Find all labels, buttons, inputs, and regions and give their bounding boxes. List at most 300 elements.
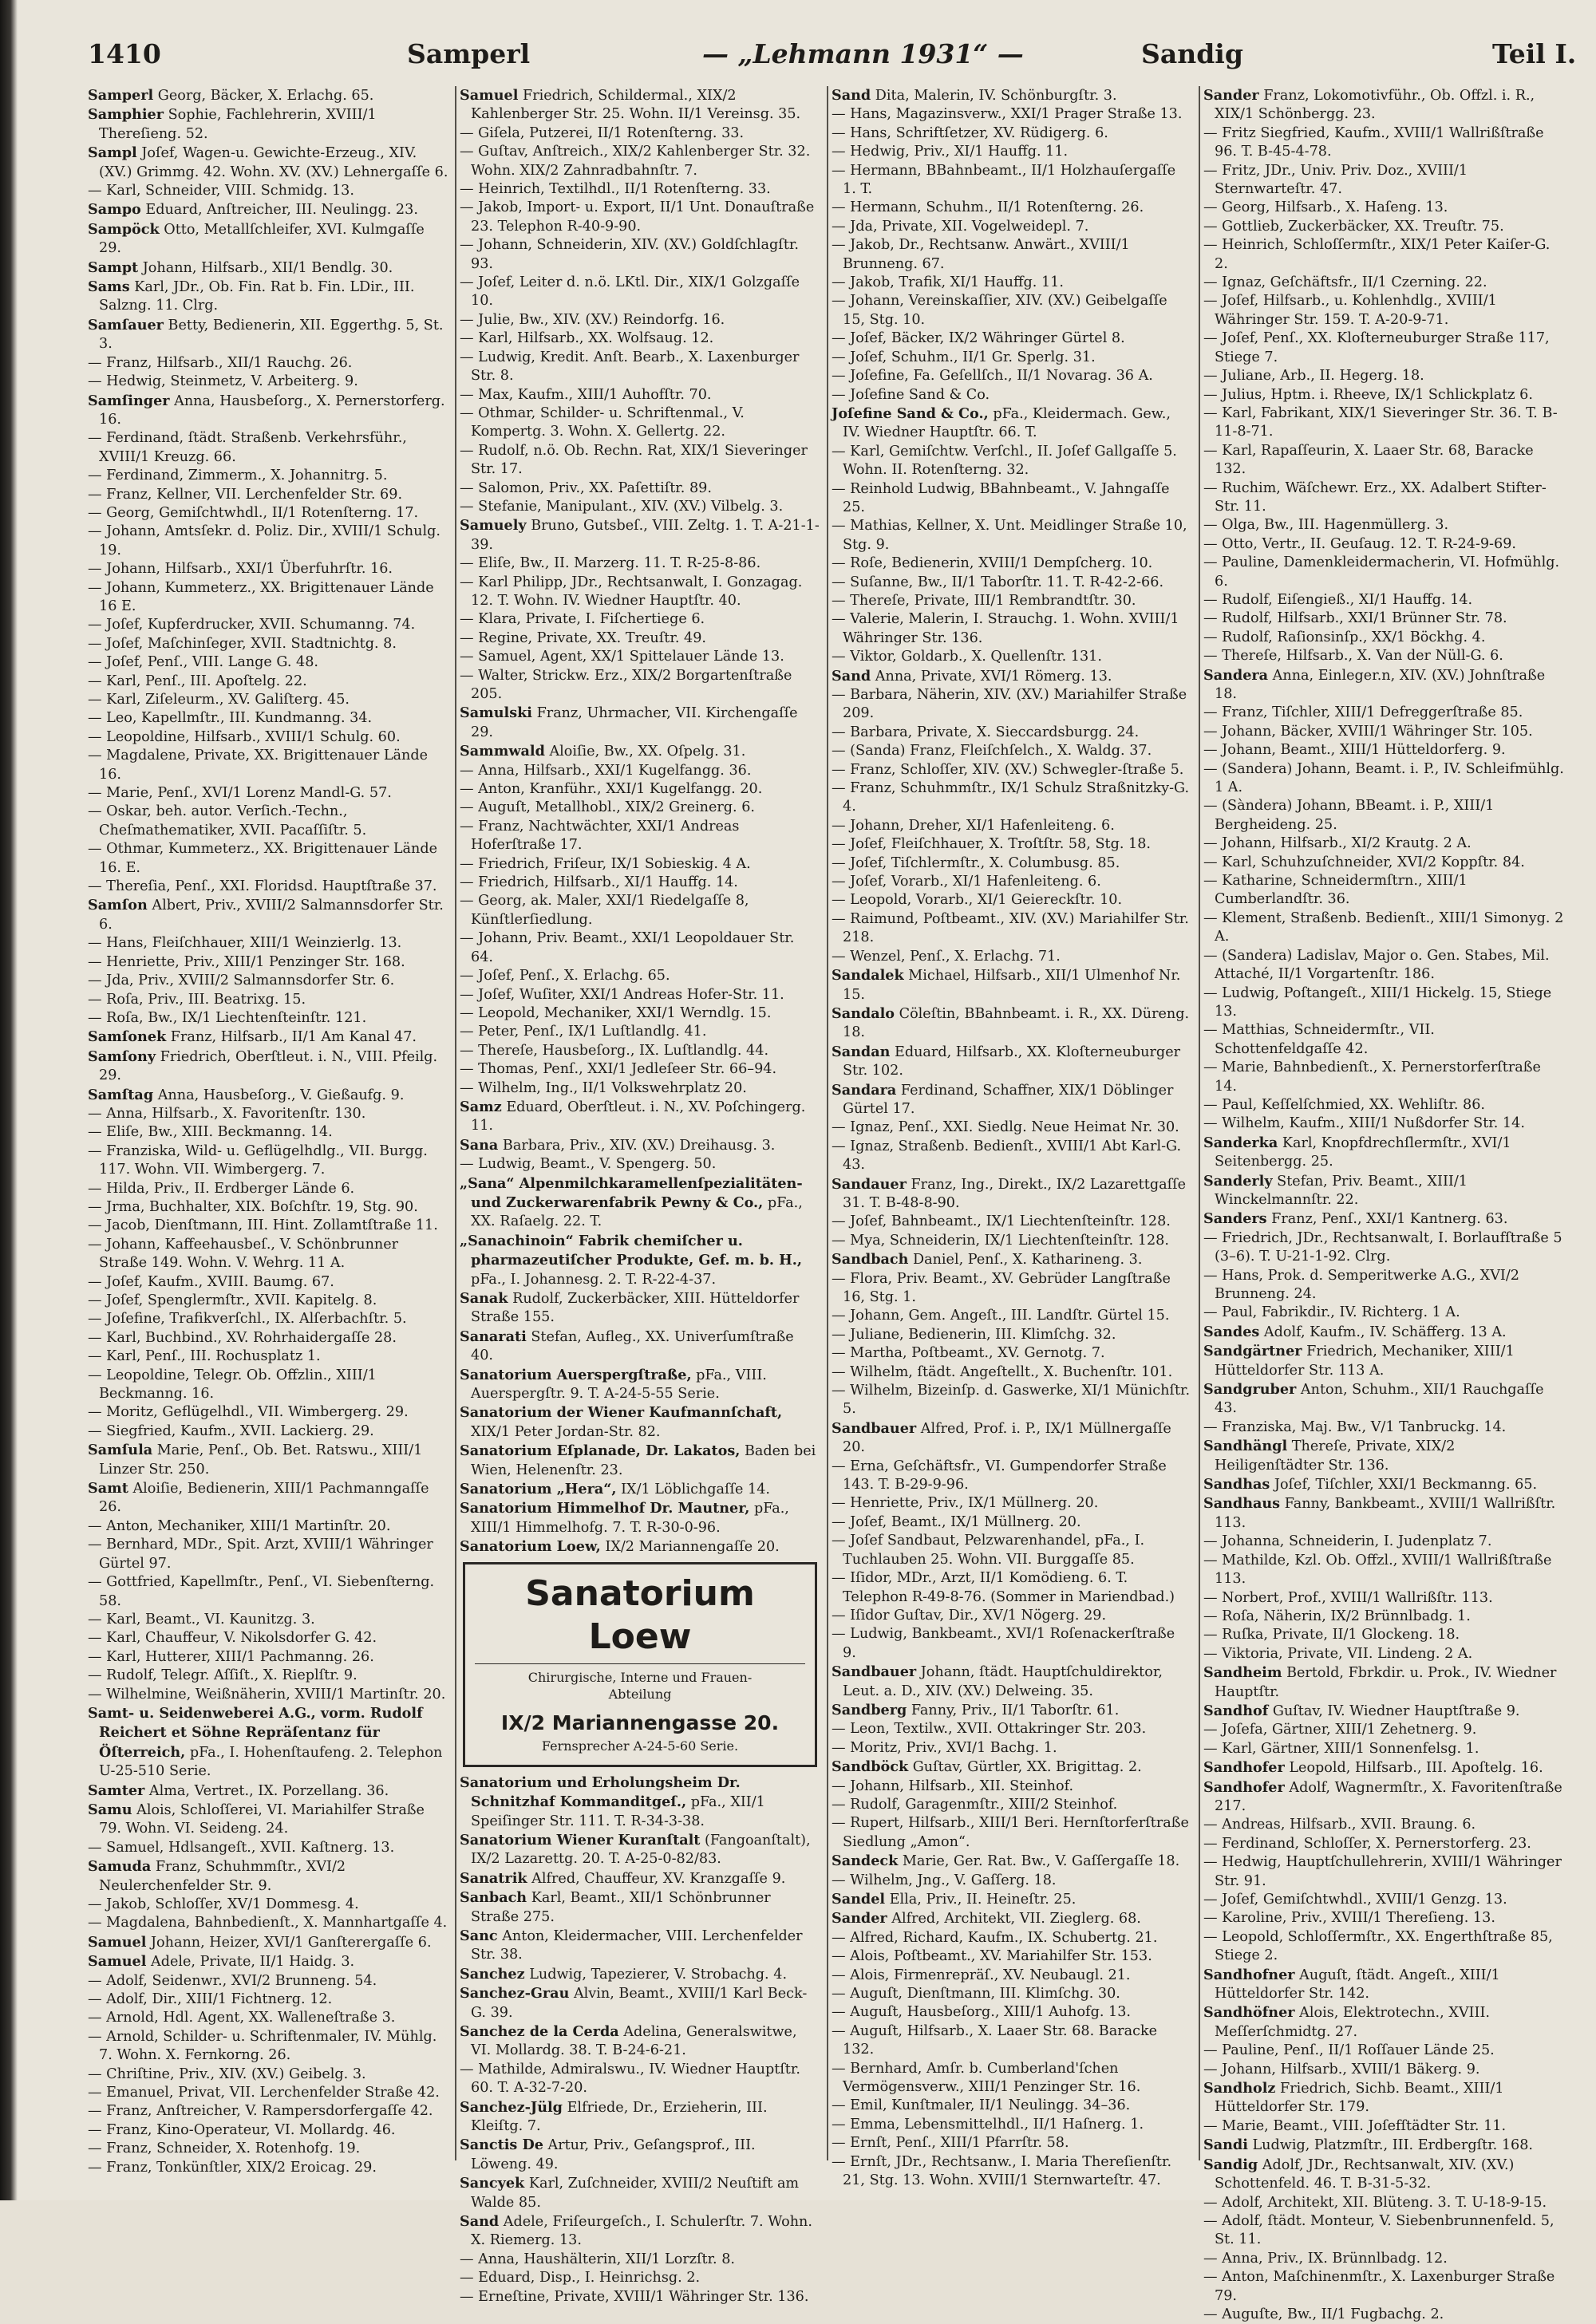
volume-part: Teil I. [1492, 38, 1577, 69]
directory-entry [88, 747, 448, 784]
entry-details: — Samuel, Agent, XX/1 Spittelauer Lände 13. [460, 649, 784, 665]
entry-details: Joſef, Wagen-u. Gewichte-Erzeug., XIV. (XV.) Grimmg. 42. Wohn. XV. (XV.) Lehnergaſſe 6. [99, 145, 448, 180]
entry-details: Ella, Priv., II. Heineſtr. 25. [889, 1892, 1077, 1908]
entry-details: — Heinrich, Schloſſermſtr., XIX/1 Peter Kaiſer-G. 2. [1203, 237, 1551, 272]
directory-entry [88, 486, 448, 504]
entry-details: — Franz, Schneider, X. Rotenhofg. 19. [88, 2141, 361, 2157]
entry-details: Johann, Hilfsarb., XII/1 Bendlg. 30. [142, 259, 393, 276]
directory-entry [88, 1972, 448, 1991]
entry-details: — Henriette, Priv., IX/1 Müllnerg. 20. [832, 1495, 1099, 1512]
entry-surname: Sandgruber [1203, 1381, 1297, 1399]
entry-details: Franz, Penſ., XXI/1 Kantnerg. 63. [1271, 1211, 1508, 1228]
entry-details: — Karl, Beamt., VI. Kaunitzg. 3. [88, 1611, 315, 1628]
entry-surname: Samulski [460, 704, 532, 722]
entry-details: — Mathias, Kellner, X. Unt. Meidlinger Straße 10, Stg. 9. [832, 518, 1187, 553]
directory-entry [1203, 1096, 1564, 1115]
directory-entry [88, 1479, 448, 1517]
directory-entry [1203, 1533, 1564, 1551]
directory-entry [1203, 162, 1564, 199]
entry-details: — Thomas, Penſ., XXI/1 Jedleſeer Str. 66–94. [460, 1061, 777, 1078]
entry-surname: Samz [460, 1098, 502, 1115]
entry-details: — Auguſte, Bw., II/1 Fugbachg. 2. [1203, 2306, 1444, 2322]
directory-entry [832, 854, 1192, 873]
entry-details: — Anna, Priv., IX. Brünnlbadg. 12. [1203, 2250, 1448, 2267]
entry-details: — Ignaz, Geſchäftsfr., II/1 Czerning. 22. [1203, 274, 1487, 291]
entry-surname: Sandbauer [832, 1419, 917, 1437]
entry-details: — Ludwig, Poſtangeſt., XIII/1 Hickelg. 15, Stiege 13. [1203, 984, 1552, 1020]
directory-entry [88, 354, 448, 373]
entry-details: — Gottlieb, Zuckerbäcker, XX. Treuſtr. 75. [1203, 218, 1504, 235]
entry-surname: Sanchez de la Cerda [460, 2022, 619, 2040]
entry-details: Bruno, Gutsbeſ., VIII. Zeltg. 1. T. A-21-1-39. [471, 518, 820, 553]
directory-entry [460, 2212, 820, 2251]
directory-entry [832, 1872, 1192, 1890]
directory-entry [832, 835, 1192, 854]
entry-surname: „Sanachinoin“ Fabrik chemiſcher u. pharmazeutiſcher Produkte, Gef. m. b. H., [460, 1232, 803, 1269]
directory-entry [88, 803, 448, 840]
directory-entry [1203, 610, 1564, 628]
entry-details: — Karl, Hilfsarb., XX. Wolfsaug. 12. [460, 330, 714, 347]
entry-surname: Sanctis De [460, 2137, 543, 2154]
directory-entry [1203, 516, 1564, 535]
directory-entry [1203, 1778, 1564, 1817]
entry-details: Anna, Hausbeſorg., V. Gießaufg. 9. [157, 1087, 405, 1103]
directory-entry [460, 329, 820, 348]
entry-details: — Raimund, Poſtbeamt., XIV. (XV.) Mariahilfer Str. 218. [832, 910, 1189, 946]
directory-entry [88, 523, 448, 560]
directory-entry [88, 1273, 448, 1292]
entry-details: — Wenzel, Penſ., X. Erlachg. 71. [832, 948, 1061, 965]
entry-details: — Iſidor, MDr., Arzt, II/1 Komödieng. 6. T. Telephon R-49-8-76. (Sommer in Mariendbad.) [832, 1570, 1175, 1605]
entry-details: — Georg, Hilfsarb., X. Haſeng. 13. [1203, 199, 1448, 216]
entry-surname: Sanatorium Auerspergſtraße, [460, 1366, 692, 1383]
directory-entry [460, 1965, 820, 1984]
directory-entry [88, 653, 448, 672]
entry-surname: Sandhofner [1203, 1966, 1295, 1983]
directory-entry [832, 1607, 1192, 1625]
directory-entry [1203, 666, 1564, 704]
entry-details: — Franz, Tonkünſtler, XIX/2 Eroicag. 29. [88, 2159, 377, 2176]
directory-entry [88, 1403, 448, 1422]
entry-details: — Joſef, Bäcker, IX/2 Währinger Gürtel 8. [832, 330, 1125, 347]
entry-details: Aloiſie, Bedienerin, XIII/1 Pachmanngaſſe 26. [99, 1481, 429, 1516]
directory-entry [460, 742, 820, 761]
directory-entry [88, 1142, 448, 1180]
entry-surname: Sanatorium Loew, [460, 1538, 601, 1556]
entry-surname: Samſula [88, 1442, 153, 1459]
entry-surname: Samperl [88, 87, 154, 104]
directory-entry [460, 799, 820, 817]
entry-surname: Sanatorium „Hera“, [460, 1481, 617, 1498]
directory-entry [460, 1155, 820, 1174]
entry-surname: Sampt [88, 258, 139, 276]
directory-entry [1203, 554, 1564, 591]
entry-surname: Sandalek [832, 967, 904, 984]
entry-details: — Karl, Ziſeleurm., XV. Galiſterg. 45. [88, 692, 350, 708]
directory-entry [88, 953, 448, 972]
directory-entry [460, 1289, 820, 1328]
entry-details: — Matthias, Schneidermſtr., VII. Schottenfeldgaſſe 42. [1203, 1022, 1435, 1057]
directory-entry [460, 86, 820, 124]
directory-entry [88, 1517, 448, 1536]
directory-entry [832, 2003, 1192, 2022]
entry-surname: Samſinger [88, 392, 170, 409]
directory-entry [832, 105, 1192, 124]
directory-entry [832, 1814, 1192, 1852]
entry-surname: Sanderly [1203, 1172, 1273, 1190]
entry-details: — Reinhold Ludwig, BBahnbeamt., V. Jahngaſſe 25. [832, 480, 1170, 515]
directory-entry [832, 1213, 1192, 1231]
entry-surname: „Sana“ Alpenmilchkaramellenſpezialitäten- und Zuckerwarenfabrik Pewny & Co., [460, 1174, 803, 1211]
directory-entry [88, 1991, 448, 2009]
entry-details: — Valerie, Malerin, I. Strauchg. 1. Wohn. XVIII/1 Währinger Str. 136. [832, 611, 1179, 646]
entry-surname: Sanatorium Himmelhof Dr. Mautner, [460, 1500, 750, 1517]
entry-details: — Thereſe, Hilfsarb., X. Van der Nüll-G. 6. [1203, 648, 1503, 665]
entry-surname: Sanatrik [460, 1869, 527, 1887]
entry-details: — Karl, Schuhzuſchneider, XVI/2 Koppſtr. 84. [1203, 854, 1525, 870]
entry-surname: Sandholz [1203, 2080, 1276, 2097]
directory-entry [460, 667, 820, 704]
entry-details: — Johann, Priv. Beamt., XXI/1 Leopoldauer Str. 64. [460, 930, 795, 965]
directory-entry [1203, 1608, 1564, 1626]
entry-details: — Mya, Schneiderin, IX/1 Liechtenſteinſtr. 128. [832, 1232, 1169, 1249]
entry-details: Dita, Malerin, IV. Schönburgſtr. 3. [875, 88, 1117, 104]
entry-details: — Mathilde, Kzl. Ob. Offzl., XVIII/1 Wallrißſtraße 113. [1203, 1552, 1552, 1588]
entry-surname: Sandhofer [1203, 1778, 1285, 1796]
entry-details: — Viktor, Goldarb., X. Quellenſtr. 131. [832, 649, 1102, 665]
directory-entry [88, 1914, 448, 1932]
directory-entry [1203, 2042, 1564, 2060]
entry-details: — Ruchim, Wäſchewr. Erz., XX. Adalbert Stifter-Str. 11. [1203, 479, 1547, 515]
entry-details: Daniel, Penſ., X. Katharineng. 3. [913, 1252, 1143, 1269]
directory-entry [88, 1198, 448, 1217]
entry-details: — Hedwig, Steinmetz, V. Arbeiterg. 9. [88, 373, 358, 390]
directory-entry [460, 704, 820, 742]
entry-details: — Jakob, Trafik, XI/1 Hauffg. 11. [832, 274, 1064, 291]
entry-details: Ferdinand, Schaffner, XIX/1 Döblinger Gürtel 17. [843, 1082, 1174, 1117]
entry-details: Adele, Private, II/1 Haidg. 3. [150, 1954, 355, 1971]
directory-entry [460, 442, 820, 479]
entry-details: — Marie, Beamt., VIII. Joſefſtädter Str. 11. [1203, 2117, 1507, 2134]
directory-entry [88, 1801, 448, 1839]
entry-details: Joſef, Tiſchler, XXI/1 Beckmanng. 65. [1274, 1477, 1538, 1493]
entry-details: — Magdalena, Bahnbedienſt., X. Mannhartgaſſe 4. [88, 1915, 448, 1931]
entry-details: — Joſef, Fleiſchhauer, X. Troſtſtr. 58, Stg. 18. [832, 836, 1152, 853]
directory-entry [88, 560, 448, 578]
entry-details: pFa., XII/1 Speiſinger Str. 111. T. R-34-3-38. [471, 1794, 765, 1829]
entry-details: — Anton, Mechaniker, XIII/1 Martinſtr. 20. [88, 1517, 391, 1534]
entry-details: — Hans, Magazinsverw., XXI/1 Prager Straße 13. [832, 106, 1183, 123]
entry-details: — Johann, Kaffeehausbeſ., V. Schönbrunner Straße 149. Wohn. V. Wehrg. 11 A. [88, 1236, 399, 1272]
entry-surname: Sams [88, 278, 130, 296]
directory-entry [460, 1232, 820, 1289]
directory-entry [88, 1686, 448, 1704]
directory-entry [88, 691, 448, 709]
entry-details: — Joſef, Maſchinſeger, XVII. Stadtnichtg. 8. [88, 635, 397, 652]
directory-entry [832, 1270, 1192, 1308]
directory-entry [832, 1382, 1192, 1419]
directory-entry [460, 199, 820, 236]
directory-entry [460, 780, 820, 799]
entry-details: Johann, ſtädt. Hauptſchuldirektor, Leut. a. D., XIV. (XV.) Delweing. 35. [843, 1664, 1163, 1699]
directory-entry [832, 948, 1192, 966]
directory-entry [460, 2174, 820, 2212]
directory-entry [1203, 1589, 1564, 1608]
directory-entry [88, 467, 448, 485]
entry-details: Anna, Einleger.n, XIV. (XV.) Johnſtraße 18. [1215, 667, 1546, 702]
entry-surname: Sanak [460, 1290, 508, 1307]
directory-entry [832, 1758, 1192, 1777]
entry-details: — Hans, Schriftſetzer, XV. Rüdigerg. 6. [832, 124, 1108, 141]
entry-surname: Samu [88, 1801, 132, 1818]
entry-details: — Roſa, Näherin, IX/2 Brünnlbadg. 1. [1203, 1608, 1471, 1624]
directory-entry [460, 1442, 820, 1480]
directory-entry [1203, 1758, 1564, 1778]
directory-entry [460, 1869, 820, 1888]
directory-entry [1203, 1418, 1564, 1437]
entry-details: — Eduard, Disp., I. Heinrichsg. 2. [460, 2270, 701, 2287]
directory-entry [460, 1079, 820, 1098]
directory-entry [832, 274, 1192, 292]
directory-entry [1203, 1928, 1564, 1966]
entry-details: — Jda, Priv., XVIII/2 Salmannsdorfer Str. 6. [88, 973, 395, 989]
entry-details: — Johann, Hilfsarb., XII. Steinhof. [832, 1778, 1074, 1794]
entry-surname: Samſtag [88, 1086, 154, 1103]
entry-details: — Regine, Private, XX. Treuſtr. 49. [460, 629, 706, 646]
entry-details: — Juliane, Bedienerin, III. Klimſchg. 32. [832, 1326, 1116, 1343]
directory-entry [1203, 629, 1564, 647]
directory-entry [1203, 835, 1564, 853]
entry-details: Eduard, Hilfsarb., XX. Kloſterneuburger Str. 102. [843, 1044, 1181, 1079]
directory-entry [1203, 1494, 1564, 1533]
directory-entry [88, 86, 448, 105]
entry-details: Alfred, Architekt, VII. Zieglerg. 68. [891, 1911, 1141, 1927]
directory-entry [460, 554, 820, 573]
directory-entry [88, 105, 448, 144]
directory-entry [460, 610, 820, 629]
directory-entry [832, 1175, 1192, 1213]
directory-entry [88, 934, 448, 953]
directory-entry [832, 1004, 1192, 1043]
entry-surname: Sandhas [1203, 1476, 1270, 1493]
directory-entry [832, 742, 1192, 760]
directory-entry [88, 616, 448, 634]
directory-entry [88, 878, 448, 896]
entry-details: Anton, Schuhm., XII/1 Rauchgaſſe 43. [1215, 1382, 1544, 1417]
directory-entry [460, 1366, 820, 1404]
directory-entry [1203, 2117, 1564, 2136]
directory-entry [832, 162, 1192, 199]
directory-entry [460, 1831, 820, 1869]
directory-entry [460, 1480, 820, 1499]
directory-entry [460, 1004, 820, 1023]
entry-details: — Joſef, Kaufm., XVIII. Baumg. 67. [88, 1273, 334, 1290]
entry-details: — Johann, Beamt., XIII/1 Hütteldorferg. 9. [1203, 742, 1506, 759]
directory-entry [460, 349, 820, 386]
directory-entry [1203, 1909, 1564, 1927]
directory-entry [832, 386, 1192, 404]
directory-entry [88, 429, 448, 467]
directory-entry [1203, 984, 1564, 1022]
entry-details: — Hedwig, Hauptſchullehrerin, XVIII/1 Währinger Str. 91. [1203, 1854, 1562, 1889]
directory-entry [832, 199, 1192, 217]
entry-details: — Joſef, Beamt., IX/1 Müllnerg. 20. [832, 1513, 1081, 1530]
directory-entry [460, 1927, 820, 1965]
entry-surname: Samter [88, 1781, 145, 1799]
directory-entry [832, 724, 1192, 742]
directory-entry [460, 2061, 820, 2098]
directory-entry [460, 986, 820, 1004]
directory-entry [1203, 647, 1564, 665]
directory-entry [1203, 2079, 1564, 2117]
entry-details: — Franz, Schuhmmſtr., IX/1 Schulz Straßnitzky-G. 4. [832, 780, 1190, 815]
entry-details: — Adolf, ſtädt. Monteur, V. Siebenbrunnenfeld. 5, St. 11. [1203, 2212, 1555, 2248]
directory-entry [88, 1704, 448, 1781]
directory-entry [1203, 1267, 1564, 1304]
entry-surname: Sanchez-Jülg [460, 2098, 563, 2116]
entry-details: Otto, Metallſchleifer, XVI. Kulmgaſſe 29. [99, 221, 425, 257]
directory-entry [832, 1043, 1192, 1081]
entry-details: Barbara, Priv., XIV. (XV.) Dreihausg. 3. [502, 1137, 776, 1154]
entry-surname: Sandgärtner [1203, 1343, 1302, 1360]
entry-details: — Jakob, Import- u. Export, II/1 Unt. Donauſtraße 23. Telephon R-40-9-90. [460, 199, 815, 235]
directory-entry [832, 86, 1192, 105]
entry-details: Fanny, Bankbeamt., XVIII/1 Wallrißſtr. 113. [1215, 1496, 1556, 1531]
entry-surname: Samuel [88, 1933, 147, 1951]
directory-entry [1203, 797, 1564, 835]
entry-surname: Sandhängl [1203, 1438, 1288, 1455]
entry-details: — Georg, Gemiſchtwhdl., II/1 Rotenſterng. 17. [88, 504, 419, 521]
directory-entry [832, 2116, 1192, 2134]
entry-details: — Olga, Bw., III. Hagenmüllerg. 3. [1203, 517, 1449, 534]
entry-details: — (Sanda) Franz, Fleiſchſelch., X. Waldg. 37. [832, 743, 1152, 760]
entry-details: pFa., Kleidermach. Gew., IV. Wiedner Hauptſtr. 66. T. [843, 405, 1171, 441]
directory-entry [460, 1060, 820, 1079]
directory-entry [832, 367, 1192, 385]
entry-details: — Anna, Hilfsarb., XXI/1 Kugelfangg. 36. [460, 762, 752, 779]
entry-details: — Leopold, Mechaniker, XXI/1 Werndlg. 15. [460, 1004, 772, 1021]
directory-entry [88, 316, 448, 354]
entry-details: — Otto, Vertr., II. Geuſaug. 12. T. R-24-9-69. [1203, 535, 1516, 552]
directory-entry [460, 762, 820, 780]
entry-details: — Suſanne, Bw., II/1 Taborſtr. 11. T. R-42-2-66. [832, 574, 1164, 590]
directory-entry [1203, 2194, 1564, 2212]
directory-entry [832, 1701, 1192, 1720]
directory-entry [1203, 292, 1564, 329]
entry-details: — Johann, Bäcker, XVIII/1 Währinger Str. 105. [1203, 723, 1533, 740]
entry-details: Franz, Ing., Direkt., IX/2 Lazarettgaſſe 31. T. B-48-8-90. [843, 1176, 1187, 1211]
directory-entry [832, 761, 1192, 779]
entry-details: — Joſefine, Fa. Geſellſch., II/1 Novarag. 36 A. [832, 368, 1153, 385]
entry-surname: Samuel [460, 87, 519, 104]
directory-entry [88, 1573, 448, 1611]
directory-entry [832, 667, 1192, 686]
directory-entry [1203, 1134, 1564, 1172]
directory-entry [460, 2136, 820, 2174]
directory-entry [460, 143, 820, 180]
entry-surname: Sanatorium Wiener Kuranſtalt [460, 1831, 701, 1849]
entry-details: — Marie, Penſ., XVI/1 Lorenz Mandl-G. 57. [88, 785, 392, 802]
column-3 [832, 86, 1192, 2189]
directory-entry [88, 579, 448, 617]
directory-entry [832, 1532, 1192, 1569]
entry-details: Eduard, Oberſtleut. i. N., XV. Poſchingerg. 11. [471, 1099, 806, 1134]
directory-entry [1203, 1021, 1564, 1059]
entry-details: — Friedrich, Hilfsarb., XI/1 Hauffg. 14. [460, 874, 738, 891]
entry-details: — Jacob, Dienſtmann, III. Hint. Zollamtſtraße 11. [88, 1217, 438, 1234]
entry-details: — Anton, Maſchinenmſtr., X. Laxenburger Straße 79. [1203, 2269, 1555, 2304]
directory-entry [1203, 704, 1564, 722]
directory-entry [832, 1929, 1192, 1947]
entry-details: — Ruſka, Private, II/1 Glockeng. 18. [1203, 1627, 1460, 1643]
directory-entry [88, 1009, 448, 1028]
entry-details: — Adolf, Architekt, XII. Blüteng. 3. T. U-18-9-15. [1203, 2194, 1547, 2211]
entry-surname: Samt [88, 1480, 128, 1497]
directory-entry [460, 236, 820, 274]
entry-surname: Sandböck [832, 1758, 909, 1776]
directory-entry [88, 1048, 448, 1086]
entry-details: — Ferdinand, ſtädt. Straßenb. Verkehrsführ., XVIII/1 Kreuzg. 66. [88, 430, 407, 465]
directory-entry [460, 892, 820, 929]
entry-details: Karl, Beamt., XII/1 Schönbrunner Straße 275. [471, 1890, 771, 1925]
directory-entry [832, 2097, 1192, 2115]
directory-entry [460, 1888, 820, 1927]
entry-details: — Rudolf, n.ö. Ob. Rechn. Rat, XIX/1 Sieveringer Str. 17. [460, 442, 808, 478]
entry-details: pFa., XIII/1 Himmelhofg. 7. T. R-30-0-96. [471, 1501, 789, 1536]
entry-details: — Johann, Hilfsarb., XVIII/1 Bäkerg. 9. [1203, 2061, 1480, 2077]
directory-entry [832, 779, 1192, 817]
directory-entry [1203, 2212, 1564, 2250]
entry-surname: Sandeck [832, 1852, 899, 1870]
entry-details: — Flora, Priv. Beamt., XV. Gebrüder Langſtraße 16, Stg. 1. [832, 1270, 1171, 1305]
directory-entry [460, 124, 820, 143]
entry-details: — Georg, ak. Maler, XXI/1 Riedelgaſſe 8, Künſtlerſiedlung. [460, 893, 749, 928]
entry-details: — Hermann, BBahnbeamt., II/1 Holzhauſergaſſe 1. T. [832, 162, 1176, 198]
entry-details: — Thereſe, Private, III/1 Rembrandtſtr. 30. [832, 592, 1136, 609]
entry-details: Thereſe, Private, XIX/2 Heiligenſtädter Str. 136. [1215, 1438, 1456, 1474]
directory-entry [832, 1778, 1192, 1796]
directory-entry [832, 648, 1192, 666]
entry-details: — Othmar, Kummeterz., XX. Brigittenauer Lände 16. E. [88, 841, 438, 876]
entry-details: — Joſef, Gemiſchtwhdl., XVIII/1 Genzg. 13. [1203, 1892, 1507, 1908]
entry-surname: Sampöck [88, 220, 160, 238]
entry-details: — Jakob, Schloſſer, XV/1 Dommesg. 4. [88, 1896, 359, 1912]
directory-entry [832, 592, 1192, 610]
entry-surname: Sandhof [1203, 1702, 1269, 1719]
directory-entry [1203, 1552, 1564, 1589]
entry-details: — Martha, Poſtbeamt., XV. Gernotg. 7. [832, 1345, 1105, 1362]
entry-details: — Johann, Vereinskaſſier, XIV. (XV.) Geibelgaſſe 15, Stg. 10. [832, 293, 1167, 328]
entry-details: Georg, Bäcker, X. Erlachg. 65. [157, 88, 374, 104]
directory-entry [1203, 442, 1564, 479]
entry-surname: Samſon [88, 897, 148, 914]
entry-details: — Franz, Hilfsarb., XII/1 Rauchg. 26. [88, 354, 353, 371]
entry-details: — Joſef, Leiter d. n.ö. LKtl. Dir., XIX/1 Golzgaſſe 10. [460, 274, 800, 310]
directory-entry [832, 1569, 1192, 1607]
directory-entry [88, 1347, 448, 1366]
entry-details: — Karl, Hutterer, XIII/1 Pachmanng. 26. [88, 1648, 374, 1665]
first-entry-keyword: Samperl [407, 38, 531, 69]
directory-entry [832, 1909, 1192, 1928]
entry-details: Franz, Uhrmacher, VII. Kirchengaſſe 29. [471, 705, 798, 740]
directory-entry [88, 2066, 448, 2084]
directory-entry [460, 855, 820, 874]
directory-entry [832, 873, 1192, 891]
directory-entry [460, 1328, 820, 1366]
entry-details: — Joſefa, Gärtner, XIII/1 Zehetnerg. 9. [1203, 1722, 1477, 1738]
column-4 [1203, 86, 1564, 2322]
directory-entry [88, 504, 448, 523]
